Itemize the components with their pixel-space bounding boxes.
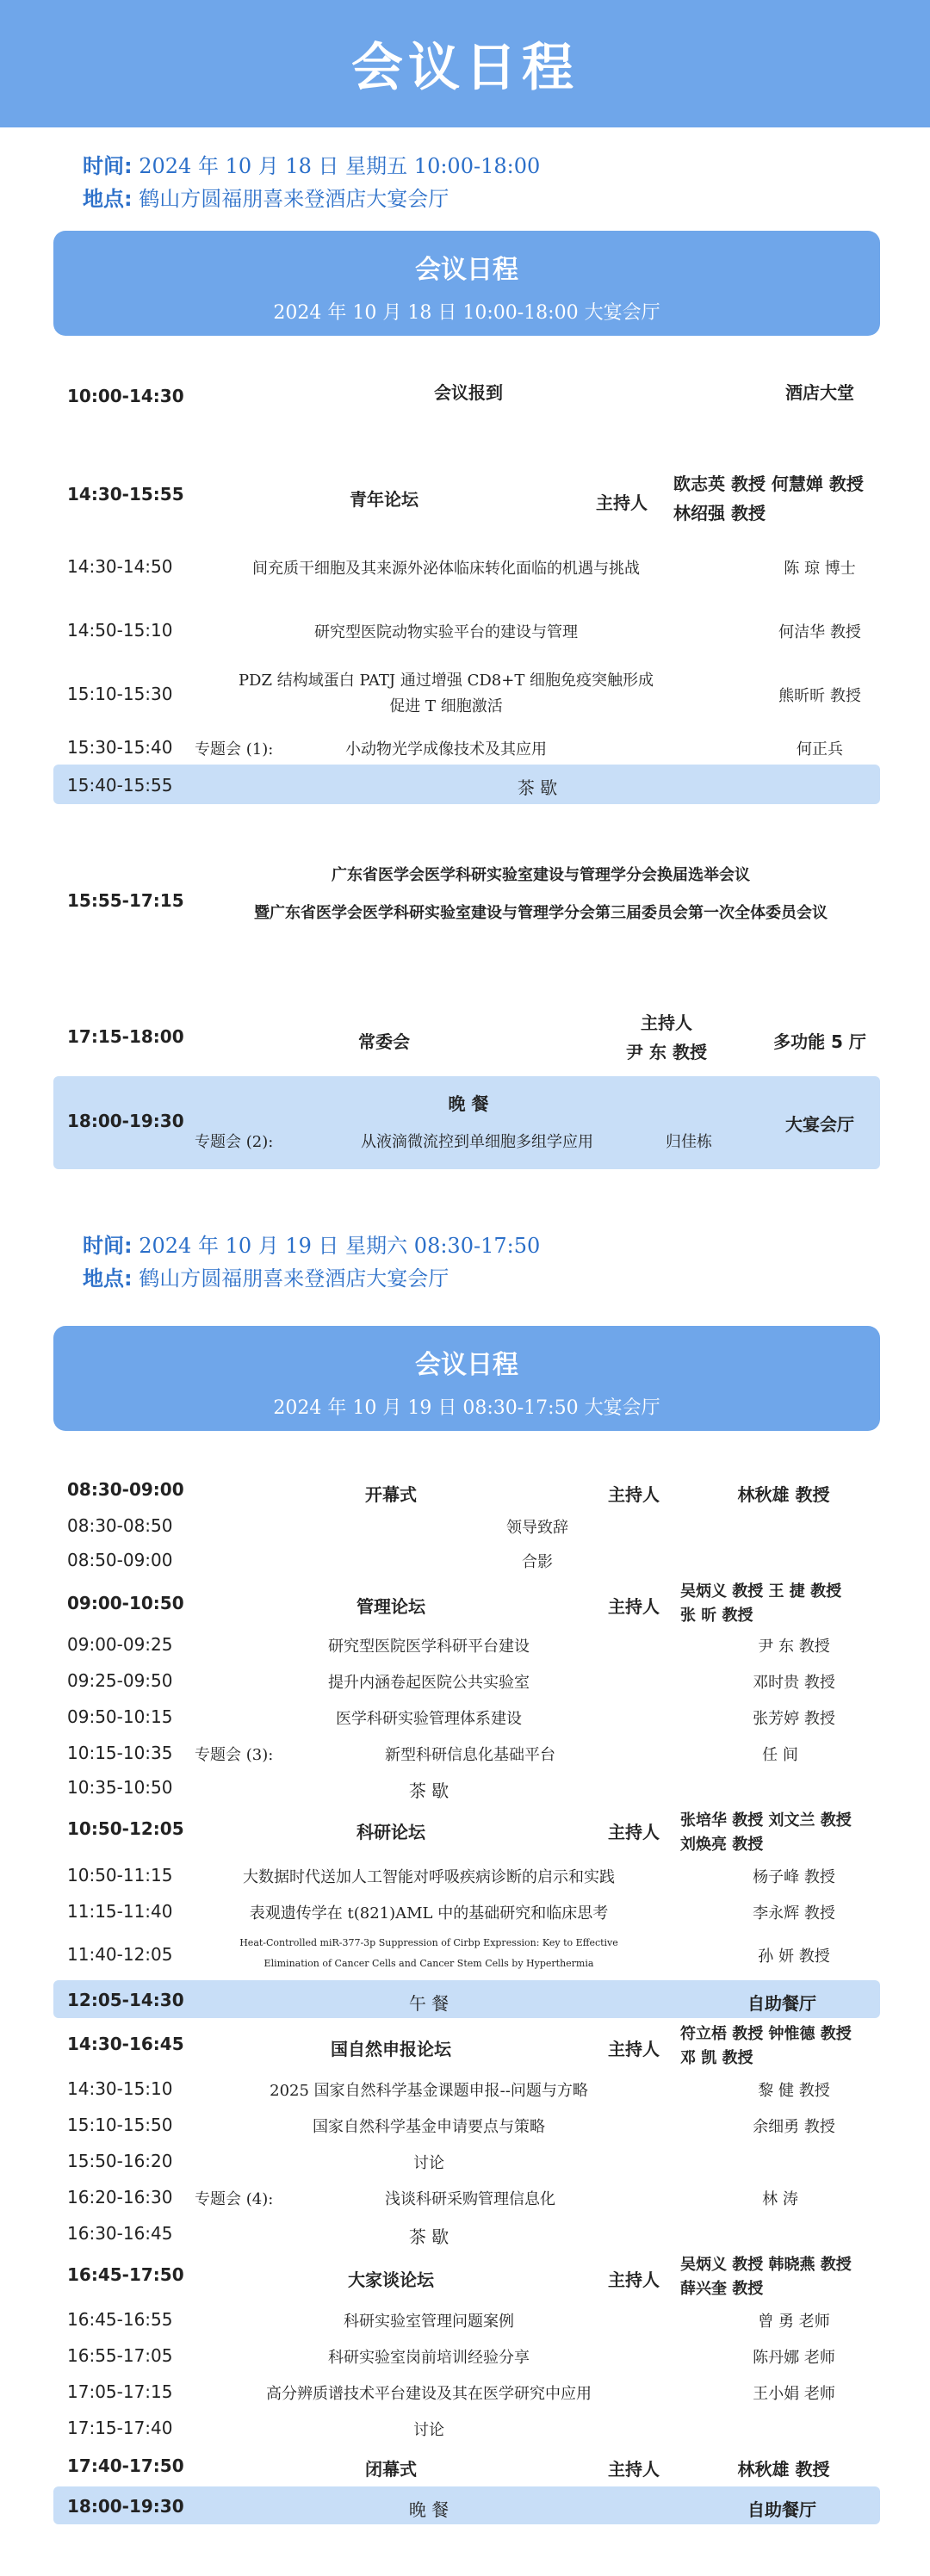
talk-speaker: 余细勇 教授 bbox=[753, 2118, 835, 2136]
schedule-row bbox=[53, 1546, 880, 1577]
talk-title: 新型科研信息化基础平台 bbox=[385, 1746, 555, 1764]
schedule-row bbox=[53, 1896, 880, 1927]
dinner-row bbox=[53, 1076, 880, 1169]
row-title: 管理论坛 bbox=[356, 1596, 425, 1617]
row-title: 领导致辞 bbox=[506, 1519, 568, 1537]
row-time: 12:05-14:30 bbox=[67, 1990, 184, 2010]
schedule-row bbox=[53, 1512, 880, 1543]
day1-place-label: 地点: bbox=[83, 187, 133, 211]
talk-title: 大数据时代送加人工智能对呼吸疾病诊断的启示和实践 bbox=[243, 1868, 615, 1886]
row-place: 多功能 5 厅 bbox=[773, 1031, 866, 1052]
talk-title-cont: Elimination of Cancer Cells and Cancer Stem Cells by Hyperthermia bbox=[264, 1958, 594, 1969]
schedule-row bbox=[53, 551, 880, 582]
row-time: 16:45-17:50 bbox=[67, 2264, 184, 2285]
day1-time-line bbox=[83, 150, 540, 183]
host-names: 林绍强 教授 bbox=[673, 503, 766, 523]
schedule-row bbox=[53, 2450, 880, 2481]
talk-title: 浅谈科研采购管理信息化 bbox=[385, 2190, 555, 2208]
host-names: 刘焕亮 教授 bbox=[680, 1836, 764, 1854]
host-label: 主持人 bbox=[641, 1012, 692, 1033]
session-prefix: 专题会 (2): bbox=[195, 1133, 274, 1151]
talk-title: Heat-Controlled miR-377-3p Suppression of Cirbp Expression: Key to Effective bbox=[239, 1937, 618, 1948]
day2-schedule-banner bbox=[53, 1326, 880, 1431]
session-prefix: 专题会 (3): bbox=[195, 1746, 274, 1764]
schedule-row-forum bbox=[53, 2022, 880, 2068]
row-time: 14:30-15:55 bbox=[67, 484, 184, 505]
talk-speaker: 王小娟 老师 bbox=[753, 2385, 835, 2403]
talk-title: 表观遗传学在 t(821)AML 中的基础研究和临床思考 bbox=[249, 1904, 609, 1923]
row-time: 08:50-09:00 bbox=[67, 1550, 173, 1570]
row-time: 09:00-09:25 bbox=[67, 1634, 173, 1655]
schedule-row bbox=[53, 1629, 880, 1660]
row-time: 08:30-08:50 bbox=[67, 1515, 173, 1536]
talk-speaker: 张芳婷 教授 bbox=[753, 1710, 835, 1728]
row-time: 10:00-14:30 bbox=[67, 386, 184, 406]
schedule-row bbox=[53, 2109, 880, 2140]
talk-title: 科研实验室管理问题案例 bbox=[344, 2313, 514, 2331]
schedule-row bbox=[53, 2146, 880, 2177]
schedule-row-forum bbox=[53, 2252, 880, 2300]
row-time: 15:10-15:50 bbox=[67, 2115, 173, 2135]
row-place: 自助餐厅 bbox=[747, 1993, 816, 2014]
row-title: 茶 歇 bbox=[408, 2226, 450, 2247]
row-time: 16:45-16:55 bbox=[67, 2309, 173, 2330]
lunch-row bbox=[53, 1980, 880, 2018]
row-title: 国自然申报论坛 bbox=[331, 2039, 451, 2059]
host-label: 主持人 bbox=[608, 1484, 660, 1505]
day2-place-label: 地点: bbox=[83, 1266, 133, 1291]
host-label: 主持人 bbox=[608, 1596, 660, 1617]
host-names: 尹 东 教授 bbox=[626, 1042, 707, 1062]
schedule-row bbox=[53, 1860, 880, 1891]
talk-speaker: 陈丹娜 老师 bbox=[753, 2349, 835, 2367]
talk-speaker: 何正兵 bbox=[797, 740, 843, 759]
schedule-row bbox=[53, 2182, 880, 2213]
schedule-row-forum bbox=[53, 1577, 880, 1629]
host-names: 张 昕 教授 bbox=[680, 1607, 753, 1625]
row-time: 14:30-14:50 bbox=[67, 556, 173, 577]
talk-speaker: 曾 勇 老师 bbox=[758, 2313, 830, 2331]
row-title: 青年论坛 bbox=[350, 489, 418, 510]
row-time: 08:30-09:00 bbox=[67, 1479, 184, 1500]
talk-title: 医学科研实验管理体系建设 bbox=[336, 1710, 522, 1728]
row-title: 合影 bbox=[522, 1553, 553, 1571]
schedule-row bbox=[53, 615, 880, 646]
host-names: 薛兴奎 教授 bbox=[680, 2280, 764, 2298]
schedule-row bbox=[53, 732, 880, 761]
talk-speaker: 陈 琼 博士 bbox=[784, 560, 856, 578]
row-place: 大宴会厅 bbox=[785, 1114, 854, 1135]
row-time: 10:50-11:15 bbox=[67, 1865, 173, 1886]
session-prefix: 专题会 (4): bbox=[195, 2190, 274, 2208]
talk-speaker: 李永辉 教授 bbox=[753, 1904, 835, 1923]
talk-speaker: 孙 妍 教授 bbox=[758, 1947, 830, 1966]
row-title: 晚 餐 bbox=[448, 1093, 489, 1114]
day1-time-label: 时间: bbox=[83, 154, 133, 178]
talk-title: 从液滴微流控到单细胞多组学应用 bbox=[361, 1133, 593, 1151]
host-names: 符立梧 教授 钟惟德 教授 bbox=[680, 2025, 852, 2043]
schedule-row-forum bbox=[53, 465, 880, 534]
row-time: 18:00-19:30 bbox=[67, 1111, 184, 1131]
schedule-row-forum bbox=[53, 1808, 880, 1860]
day2-time-line bbox=[83, 1229, 540, 1262]
row-title: 晚 餐 bbox=[408, 2499, 450, 2520]
row-title: 午 餐 bbox=[408, 1993, 450, 2014]
row-title: 大家谈论坛 bbox=[348, 2269, 434, 2290]
row-time: 15:30-15:40 bbox=[67, 737, 173, 758]
day1-schedule-banner bbox=[53, 231, 880, 336]
talk-title: 讨论 bbox=[413, 2154, 444, 2172]
talk-title: 提升内涵卷起医院公共实验室 bbox=[328, 1674, 530, 1692]
schedule-row bbox=[53, 1932, 880, 1975]
row-time: 15:55-17:15 bbox=[67, 890, 184, 911]
row-time: 16:30-16:45 bbox=[67, 2223, 173, 2244]
session-prefix: 专题会 (1): bbox=[195, 740, 274, 759]
row-title: 闭幕式 bbox=[365, 2459, 417, 2480]
tea-break-row bbox=[53, 765, 880, 804]
dinner-row bbox=[53, 2486, 880, 2524]
talk-speaker: 林 涛 bbox=[762, 2190, 798, 2208]
assembly-title-cont: 暨广东省医学会医学科研实验室建设与管理学分会第三届委员会第一次全体委员会议 bbox=[254, 904, 828, 922]
schedule-row bbox=[53, 665, 880, 723]
schedule-row bbox=[53, 2412, 880, 2443]
talk-title: 研究型医院医学科研平台建设 bbox=[328, 1638, 530, 1656]
talk-title: PDZ 结构域蛋白 PATJ 通过增强 CD8+T 细胞免疫突触形成 bbox=[238, 672, 654, 690]
row-title: 开幕式 bbox=[365, 1484, 417, 1505]
day1-banner-title: 会议日程 bbox=[415, 255, 518, 285]
day2-time-value: 2024 年 10 月 19 日 星期六 08:30-17:50 bbox=[139, 1234, 541, 1258]
row-time: 14:30-16:45 bbox=[67, 2034, 184, 2054]
talk-title: 讨论 bbox=[413, 2421, 444, 2439]
host-names: 吴炳义 教授 王 捷 教授 bbox=[680, 1582, 842, 1601]
schedule-row bbox=[53, 2304, 880, 2335]
page-header-banner bbox=[0, 0, 930, 127]
host-names: 吴炳义 教授 韩晓燕 教授 bbox=[680, 2256, 852, 2274]
row-title: 茶 歇 bbox=[517, 777, 558, 798]
schedule-row bbox=[53, 375, 880, 418]
day2-time-label: 时间: bbox=[83, 1234, 133, 1258]
talk-speaker: 黎 健 教授 bbox=[758, 2082, 830, 2100]
schedule-row bbox=[53, 2340, 880, 2371]
row-time: 15:50-16:20 bbox=[67, 2151, 173, 2171]
talk-title: 高分辨质谱技术平台建设及其在医学研究中应用 bbox=[266, 2385, 592, 2403]
host-label: 主持人 bbox=[608, 2039, 660, 2059]
assembly-title: 广东省医学会医学科研实验室建设与管理学分会换届选举会议 bbox=[332, 866, 750, 884]
host-names: 林秋雄 教授 bbox=[737, 1484, 830, 1505]
day1-banner-subtitle: 2024 年 10 月 18 日 10:00-18:00 大宴会厅 bbox=[273, 302, 660, 324]
row-time: 14:30-15:10 bbox=[67, 2078, 173, 2099]
day2-banner-subtitle: 2024 年 10 月 19 日 08:30-17:50 大宴会厅 bbox=[273, 1397, 660, 1419]
host-names: 欧志英 教授 何慧婵 教授 bbox=[673, 474, 864, 494]
talk-speaker: 邓时贵 教授 bbox=[753, 1674, 835, 1692]
talk-title-cont: 促进 T 细胞激活 bbox=[389, 697, 503, 715]
row-time: 16:20-16:30 bbox=[67, 2187, 173, 2208]
talk-title: 间充质干细胞及其来源外泌体临床转化面临的机遇与挑战 bbox=[252, 560, 640, 578]
day1-place-value: 鹤山方圆福朋喜来登酒店大宴会厅 bbox=[139, 187, 450, 211]
row-time: 14:50-15:10 bbox=[67, 620, 173, 641]
row-place: 酒店大堂 bbox=[785, 382, 854, 403]
row-time: 11:40-12:05 bbox=[67, 1944, 173, 1965]
talk-title: 国家自然科学基金申请要点与策略 bbox=[313, 2118, 545, 2136]
talk-title: 小动物光学成像技术及其应用 bbox=[345, 740, 547, 759]
schedule-row bbox=[53, 1476, 880, 1507]
row-time: 15:10-15:30 bbox=[67, 684, 173, 704]
host-names: 邓 凯 教授 bbox=[680, 2049, 753, 2067]
row-title: 茶 歇 bbox=[408, 1780, 450, 1801]
row-time: 11:15-11:40 bbox=[67, 1901, 173, 1922]
talk-speaker: 归佳栋 bbox=[666, 1133, 712, 1151]
host-names: 张培华 教授 刘文兰 教授 bbox=[680, 1811, 852, 1830]
page-title: 会议日程 bbox=[351, 38, 579, 98]
row-time: 10:15-10:35 bbox=[67, 1743, 173, 1763]
day2-place-line bbox=[83, 1262, 449, 1295]
row-time: 17:15-18:00 bbox=[67, 1026, 184, 1047]
talk-speaker: 熊昕昕 教授 bbox=[778, 687, 861, 705]
row-place: 自助餐厅 bbox=[747, 2499, 816, 2520]
talk-title: 研究型医院动物实验平台的建设与管理 bbox=[314, 623, 578, 641]
row-time: 17:40-17:50 bbox=[67, 2455, 184, 2476]
row-time: 17:05-17:15 bbox=[67, 2381, 173, 2402]
row-time: 17:15-17:40 bbox=[67, 2418, 173, 2438]
row-title: 会议报到 bbox=[434, 382, 503, 403]
row-time: 09:50-10:15 bbox=[67, 1706, 173, 1727]
schedule-row bbox=[53, 1701, 880, 1732]
assembly-row bbox=[53, 858, 880, 944]
schedule-row bbox=[53, 1665, 880, 1696]
schedule-row bbox=[53, 1007, 880, 1068]
host-label: 主持人 bbox=[596, 492, 648, 513]
host-label: 主持人 bbox=[608, 2269, 660, 2290]
row-time: 10:35-10:50 bbox=[67, 1777, 173, 1798]
talk-speaker: 尹 东 教授 bbox=[758, 1638, 830, 1656]
host-names: 林秋雄 教授 bbox=[737, 2459, 830, 2480]
row-time: 10:50-12:05 bbox=[67, 1818, 184, 1839]
day2-banner-title: 会议日程 bbox=[415, 1350, 518, 1380]
talk-title: 科研实验室岗前培训经验分享 bbox=[328, 2349, 530, 2367]
row-time: 09:00-10:50 bbox=[67, 1593, 184, 1613]
talk-speaker: 何洁华 教授 bbox=[778, 623, 861, 641]
day2-place-value: 鹤山方圆福朋喜来登酒店大宴会厅 bbox=[139, 1266, 450, 1291]
schedule-row bbox=[53, 1737, 880, 1768]
row-time: 18:00-19:30 bbox=[67, 2496, 184, 2517]
row-time: 16:55-17:05 bbox=[67, 2345, 173, 2366]
talk-title: 2025 国家自然科学基金课题申报--问题与方略 bbox=[270, 2082, 588, 2100]
row-title: 科研论坛 bbox=[356, 1822, 425, 1842]
schedule-row bbox=[53, 2073, 880, 2104]
row-time: 15:40-15:55 bbox=[67, 775, 173, 796]
talk-speaker: 任 间 bbox=[762, 1746, 798, 1764]
host-label: 主持人 bbox=[608, 1822, 660, 1842]
day1-place-line bbox=[83, 183, 449, 215]
host-label: 主持人 bbox=[608, 2459, 660, 2480]
tea-break-row bbox=[53, 2218, 880, 2249]
tea-break-row bbox=[53, 1772, 880, 1803]
talk-speaker: 杨子峰 教授 bbox=[753, 1868, 835, 1886]
row-time: 09:25-09:50 bbox=[67, 1670, 173, 1691]
day1-time-value: 2024 年 10 月 18 日 星期五 10:00-18:00 bbox=[139, 154, 541, 178]
schedule-row bbox=[53, 2376, 880, 2407]
row-title: 常委会 bbox=[358, 1031, 410, 1052]
